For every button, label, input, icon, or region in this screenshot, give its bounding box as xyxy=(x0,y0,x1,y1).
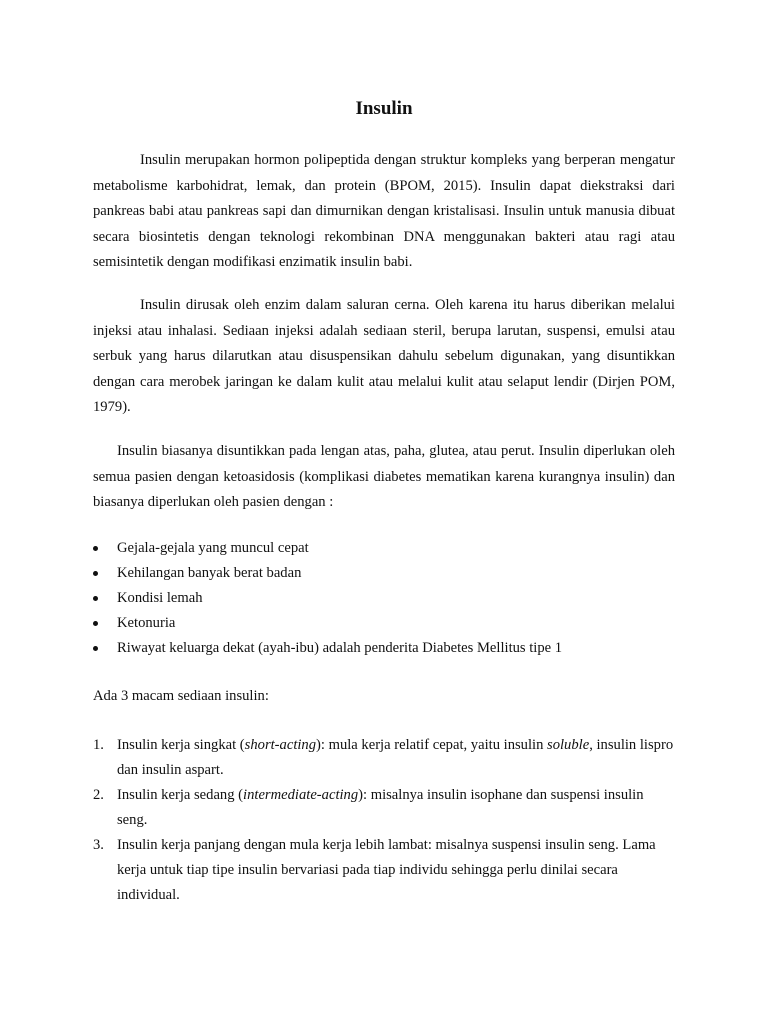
list-item-text: Gejala-gejala yang muncul cepat xyxy=(117,540,309,556)
list-item-text: Kehilangan banyak berat badan xyxy=(117,565,302,581)
list-item-text: Ketonuria xyxy=(117,615,176,631)
list-item-text: Kondisi lemah xyxy=(117,590,203,606)
paragraph-definition: Insulin merupakan hormon polipeptida dengan struktur kompleks yang berperan mengatur metabolisme karbohidrat, lemak, dan protein (BPOM, 2015). Insulin dapat diekstraksi dari pankreas babi atau pankreas sapi dan dimurnikan dengan kristalisasi. Insulin untuk manusia dibuat secara biosintetis dengan teknologi rekombinan DNA menggunakan bakteri atau ragi atau semisintetik dengan modifikasi enzimatik insulin babi. xyxy=(93,152,675,270)
insulin-types-intro: Ada 3 macam sediaan insulin: xyxy=(93,688,269,704)
type-text-before: Insulin kerja sedang ( xyxy=(117,787,244,803)
list-item-text: Riwayat keluarga dekat (ayah-ibu) adalah penderita Diabetes Mellitus tipe 1 xyxy=(117,640,563,656)
bullet-icon xyxy=(93,596,98,601)
insulin-type-item xyxy=(93,733,675,783)
list-item xyxy=(93,636,675,661)
closing-note: Lama kerja untuk tiap tipe insulin bervariasi pada tiap individu sehingga perlu dinilai secara individual. xyxy=(117,837,656,903)
type-text-middle: ): misalnya insulin isophane dan suspensi insulin seng. xyxy=(117,787,644,828)
list-number: 1. xyxy=(93,737,104,753)
type-text-middle: ): mula kerja relatif cepat, yaitu insulin xyxy=(316,737,548,753)
insulin-type-item xyxy=(93,833,675,908)
type-term: short-acting xyxy=(244,737,317,753)
type-text-before: Insulin kerja singkat ( xyxy=(117,737,245,753)
page-title: Insulin xyxy=(355,98,413,119)
bullet-icon xyxy=(93,621,98,626)
list-number: 2. xyxy=(93,787,104,803)
list-item xyxy=(93,536,675,561)
insulin-types-list xyxy=(93,733,675,908)
list-number: 3. xyxy=(93,837,104,853)
bullet-icon xyxy=(93,646,98,651)
type-text-after: , insulin lispro dan insulin aspart. xyxy=(117,737,674,778)
bullet-icon xyxy=(93,571,98,576)
paragraph-injection-sites: Insulin biasanya disuntikkan pada lengan atas, paha, glutea, atau perut. Insulin diperlukan oleh semua pasien dengan ketoasidosis (komplikasi diabetes mematikan karena kurangnya insulin) dan biasanya diperlukan oleh pasien dengan : xyxy=(93,443,675,510)
type-term-secondary: soluble xyxy=(547,737,590,753)
type-term: intermediate-acting xyxy=(243,787,359,803)
paragraph-administration: Insulin dirusak oleh enzim dalam saluran cerna. Oleh karena itu harus diberikan melalui injeksi atau inhalasi. Sediaan injeksi adalah sediaan steril, berupa larutan, suspensi, emulsi atau serbuk yang harus dilarutkan atau disuspensikan dahulu sebelum digunakan, yang disuntikkan dengan cara merobek jaringan ke dalam kulit atau melalui kulit atau selaput lendir (Dirjen POM, 1979). xyxy=(93,297,675,415)
insulin-type-item xyxy=(93,783,675,833)
list-item xyxy=(93,586,675,611)
list-item xyxy=(93,611,675,636)
bullet-icon xyxy=(93,546,98,551)
type-text-before: Insulin kerja panjang dengan mula kerja lebih lambat: misalnya suspensi insulin seng. xyxy=(117,837,619,853)
list-item xyxy=(93,561,675,586)
indication-list xyxy=(93,536,675,661)
